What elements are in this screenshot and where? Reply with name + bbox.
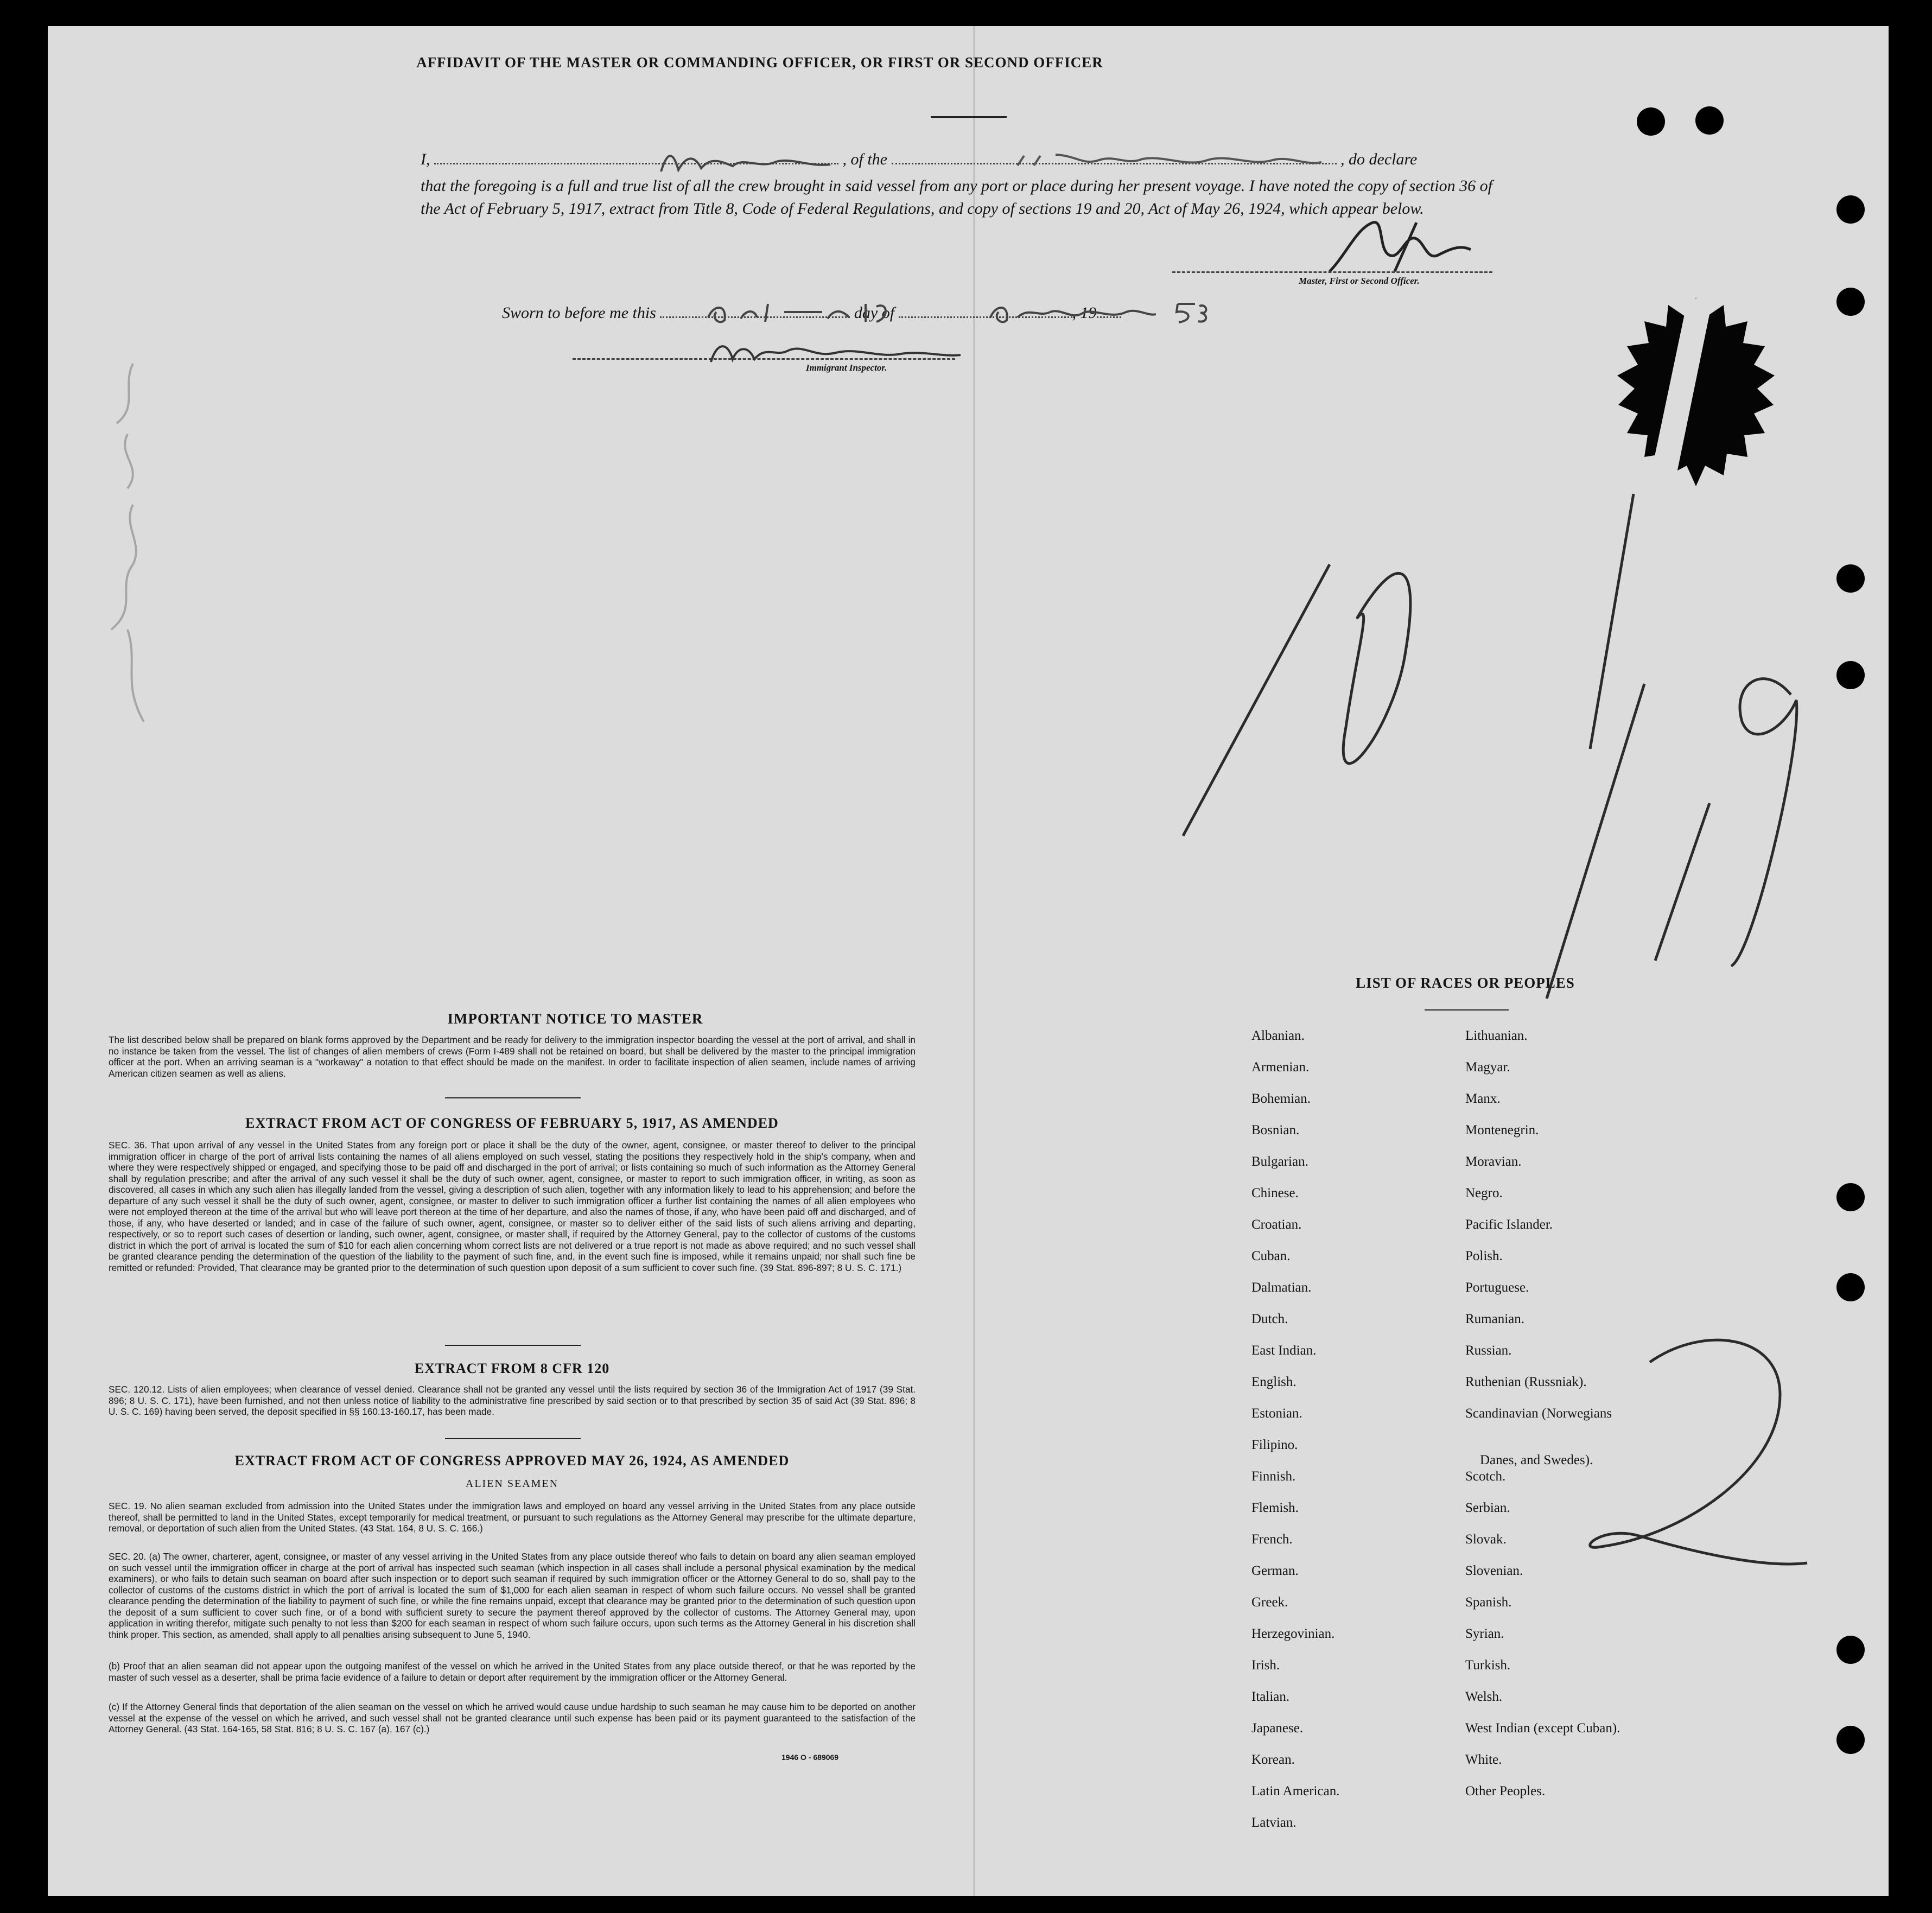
races-title: LIST OF RACES OR PEOPLES [1356,975,1575,991]
race-item: Japanese. [1251,1721,1304,1736]
race-item: Russian. [1465,1343,1512,1358]
punch-hole [1836,288,1865,316]
race-item: Manx. [1465,1091,1501,1106]
race-item: Filipino. [1251,1438,1298,1452]
punch-hole [1836,195,1865,224]
extract-1924-sec20c: (c) If the Attorney General finds that deportation of the alien seaman on the vessel on which he arrived would cause undue hardship to such seaman he may cause him to be deported on another vessel at the expense of the vessel on which he arrived, and such vessel shall not be granted clearance until such expense has been paid or its payment guaranteed to the satisfaction of the Attorney General. (43 Stat. 164-165, 58 Stat. 816; 8 U. S. C. 167 (a), 167 (c).) [109,1701,916,1734]
race-item: Portuguese. [1465,1280,1529,1295]
declaration-i-label: I, [421,150,430,168]
extract-1917-title: EXTRACT FROM ACT OF CONGRESS OF FEBRUARY 5, 1917, AS AMENDED [245,1115,779,1131]
sworn-day-of-label: day of [854,304,895,322]
sworn-year-label: , 19 [1072,304,1097,322]
race-item: German. [1251,1564,1299,1578]
race-item: East Indian. [1251,1343,1317,1358]
master-signature-label: Master, First or Second Officer. [1299,276,1420,286]
handwritten-master-name [657,145,836,178]
race-item: Welsh. [1465,1689,1503,1704]
race-item: Negro. [1465,1186,1503,1200]
extract-cfr-text: SEC. 120.12. Lists of alien employees; when clearance of vessel denied. Clearance shall not be granted any vessel until the lists required by section 36 of the Immigration Act of 1917 (39 Stat. 896; 8 U. S. C. 171), have been furnished, and not then unless notice of liability to the administrative fine prescribed by said section or to that prescribed by section 35 of said Act (39 Stat. 896; 8 U. S. C. 169) having been served, the deposit specified in §§ 160.13-160.17, has been made. [109,1384,916,1417]
extract-1924-subtitle: ALIEN SEAMEN [465,1478,559,1490]
race-item: Albanian. [1251,1028,1305,1043]
race-item: Rumanian. [1465,1312,1525,1326]
race-item: Slovak. [1465,1532,1507,1547]
inspector-signature-label: Immigrant Inspector. [806,363,887,373]
race-item: Croatian. [1251,1217,1302,1232]
extract-1917-text: SEC. 36. That upon arrival of any vessel in the United States from any foreign port or place it shall be the duty of the owner, agent, consignee, or master thereof to deliver to the principal immigration officer in charge of the port of arrival lists containing the names of all aliens employed on such vessel, stating the positions they respectively hold in the ship's company, when and where they were respectively shipped or engaged, and specifying those to be paid off and discharged in the port of arrival; or lists containing so much of such information as the Attorney General shall by regulation prescribe; and after the arrival of any such vessel it shall be the duty of such owner, agent, consignee, or master to report to such immigration officer, in writing, as soon as discovered, all cases in which any such alien has illegally landed from the vessel, giving a description of such alien, together with any information likely to lead to his apprehension; and before the departure of any such vessel it shall be the duty of such owner, agent, consignee, or master to deliver to such immigration officer a further list containing the names of all alien employees who were not employed thereon at the time of the arrival but who will leave port thereon at the time of her departure, and also the names of those, if any, who have been paid off and discharged, and of those, if any, who have deserted or landed; and in case of the failure of such owner, agent, consignee, or master so to deliver either of the said lists of such aliens arriving and departing, respectively, or so to report such cases of desertion or landing, such owner, agent, consignee, or master shall, if required by the Attorney General, pay to the collector of customs of the customs district in which the port of arrival is located the sum of $10 for each alien concerning whom correct lists are not delivered or a true report is not made as above required; and no such vessel shall be granted clearance pending the determination of the question of the liability to the payment of such fine, and, in the event such fine is imposed, while it remains unpaid; nor shall such fine be remitted or refunded: Provided, That clearance may be granted prior to the determination of such question upon deposit of a sum sufficient to cover such fine. (39 Stat. 896-897; 8 U. S. C. 171.) [109,1140,916,1273]
race-item: West Indian (except Cuban). [1465,1721,1620,1736]
race-item: Dalmatian. [1251,1280,1312,1295]
punch-hole [1637,107,1665,136]
race-item: Lithuanian. [1465,1028,1528,1043]
race-item: Latin American. [1251,1784,1340,1798]
extract-cfr-divider [445,1438,581,1439]
race-item: Bosnian. [1251,1123,1300,1137]
punch-hole [1836,1273,1865,1301]
punch-hole [1836,1183,1865,1211]
extract-1924-sec20a: SEC. 20. (a) The owner, charterer, agent, consignee, or master of any vessel arriving in the United States from any place outside thereof who fails to detain on board any alien seaman employed on such vessel until the immigration officer in charge at the port of arrival has inspected such seaman (which inspection in all cases shall include a personal physical examination by the medical examiners), or who fails to detain such seaman on board after such inspection or to deport such seaman if required by such immigration officer or the Attorney General to do so, shall pay to the collector of customs of the customs district in which the port of arrival is located the sum of $1,000 for each alien seaman in respect of whom such failure occurs. No vessel shall be granted clearance pending the determination of the liability to payment of such fine, or while the fine remains unpaid, except that clearance may be granted prior to the determination of such question upon the deposit of a sum sufficient to cover such fine, or of a bond with sufficient surety to secure the payment thereof approved by the collector of customs. The Attorney General may, upon application in writing therefor, mitigate such penalty to not less than $200 for each seaman in respect of whom such failure occurs, upon such terms as the Attorney General in his discretion shall think proper. This section, as amended, shall apply to all penalties arising subsequent to June 5, 1940. [109,1551,916,1640]
punch-hole [1836,564,1865,593]
race-item: Bulgarian. [1251,1154,1308,1169]
race-item: Spanish. [1465,1595,1512,1610]
race-item: Ruthenian (Russniak). [1465,1375,1587,1389]
affidavit-title: AFFIDAVIT OF THE MASTER OR COMMANDING OFFICER, OR FIRST OR SECOND OFFICER [416,54,1103,71]
punch-hole [1836,1636,1865,1664]
race-item: Turkish. [1465,1658,1511,1673]
race-item: French. [1251,1532,1293,1547]
race-item: Bohemian. [1251,1091,1311,1106]
affidavit-title-rule [931,116,1007,118]
race-item: Finnish. [1251,1469,1296,1484]
race-item: Other Peoples. [1465,1784,1546,1798]
race-item: Latvian. [1251,1815,1297,1830]
race-item: Syrian. [1465,1626,1504,1641]
extract-cfr-title: EXTRACT FROM 8 CFR 120 [414,1361,610,1376]
handwritten-sworn-year [1173,298,1211,326]
race-item: Chinese. [1251,1186,1299,1200]
handwritten-sworn-month [985,296,1159,328]
extract-1924-sec19: SEC. 19. No alien seaman excluded from admission into the United States under the immigration laws and employed on board any vessel arriving in the United States from any place outside thereof, shall be permitted to land in the United States, except temporarily for medical treatment, or pursuant to such regulations as the Attorney General may prescribe for the ultimate departure, removal, or deportation of such alien from the United States. (43 Stat. 164, 8 U. S. C. 166.) [109,1501,916,1534]
extract-1924-sec20b: (b) Proof that an alien seaman did not appear upon the outgoing manifest of the vessel on which he arrived in the United States from any place outside thereof, or that he was reported by the master of such vessel as a deserter, shall be prima facie evidence of a failure to detain or deport after requirement by the immigration officer or the Attorney General. [109,1661,916,1683]
handwritten-sworn-day [703,296,898,328]
race-item: English. [1251,1375,1297,1389]
race-item: Danes, and Swedes). [1480,1453,1593,1467]
handwritten-margin-vessel-name [90,347,166,738]
race-item: Herzegovinian. [1251,1626,1335,1641]
race-item: Scotch. [1465,1469,1506,1484]
notary-seal [1590,293,1802,521]
race-item: Dutch. [1251,1312,1288,1326]
race-item: Montenegrin. [1465,1123,1539,1137]
race-item: Pacific Islander. [1465,1217,1553,1232]
race-item: Flemish. [1251,1501,1299,1515]
race-item: Italian. [1251,1689,1290,1704]
notice-text: The list described below shall be prepared on blank forms approved by the Department and be ready for delivery to the immigration inspector boarding the vessel at the port of arrival, and shall in no instance be taken from the vessel. The list of changes of alien members of crews (Form I-489 shall not be retained on board, but shall be delivered by the master to the principal immigration officer at the port. When an arriving seaman is a "workaway" a notation to that effect should be made on the manifest. In order to facilitate inspection of alien seamen, include names of arriving American citizen seamen as well as aliens. [109,1034,916,1079]
punch-hole [1836,1726,1865,1754]
race-item: Armenian. [1251,1060,1310,1075]
race-item: Magyar. [1465,1060,1510,1075]
affidavit-body-text: that the foregoing is a full and true list of all the crew brought in said vessel from any port or place during her present voyage. I have noted the copy of section 36 of the Act of February 5, 1917, extract from Title 8, Code of Federal Regulations, and copy of sections 19 and 20, Act of May 26, 1924, which appear below. [421,177,1492,218]
race-item: Slovenian. [1465,1564,1523,1578]
handwritten-date-10-19 [1167,488,1818,1020]
race-item: Korean. [1251,1752,1295,1767]
punch-hole [1836,661,1865,689]
punch-hole [1695,106,1724,135]
race-item: Irish. [1251,1658,1280,1673]
notice-divider [445,1097,581,1098]
race-item: Cuban. [1251,1249,1291,1263]
race-item: Moravian. [1465,1154,1522,1169]
extract-1924-title: EXTRACT FROM ACT OF CONGRESS APPROVED MAY 26, 1924, AS AMENDED [234,1453,790,1469]
race-item: White. [1465,1752,1502,1767]
sworn-label: Sworn to before me this [502,304,656,322]
race-item: Serbian. [1465,1501,1510,1515]
handwritten-master-signature [1324,212,1476,282]
race-item: Polish. [1465,1249,1503,1263]
notice-title: IMPORTANT NOTICE TO MASTER [447,1010,703,1027]
declaration-do-declare-label: , do declare [1340,150,1418,168]
race-item: Estonian. [1251,1406,1302,1421]
corner-marks [1791,61,1834,66]
race-item: Greek. [1251,1595,1288,1610]
handwritten-vessel-name [1012,144,1327,176]
print-code: 1946 O - 689069 [781,1753,839,1762]
handwritten-inspector-signature [706,332,966,370]
race-item: Scandinavian (Norwegians [1465,1406,1612,1421]
declaration-of-the-label: , of the [842,150,887,168]
extract-1917-divider [445,1345,581,1346]
handwritten-number-2 [1585,1330,1813,1585]
